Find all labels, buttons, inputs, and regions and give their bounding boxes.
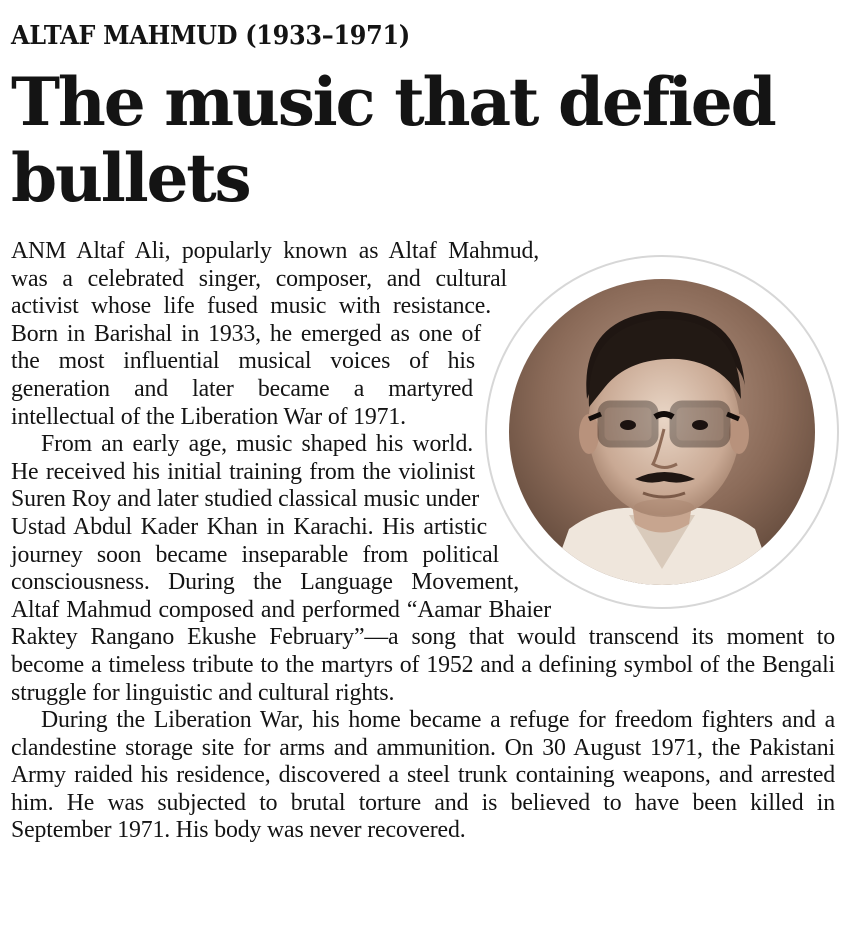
paragraph-1: ANM Altaf Ali, popularly known as Altaf Mahmud, was a celebrated singer, composer, and cultural activist whose life fused music with resistance. Born in Barishal in 1933, he emerged as one of the most influential musical voices of his generation and later became a martyred intellectual of the Liberation War of 1971. <box>11 238 539 430</box>
article-headline: The music that defied bullets <box>11 63 775 217</box>
article-kicker: ALTAF MAHMUD (1933–1971) <box>11 21 410 51</box>
portrait-photo <box>509 279 815 585</box>
paragraph-3: During the Liberation War, his home became a refuge for freedom fighters and a clandestine storage site for arms and ammunition. On 30 August 1971, the Pakistani Army raided his residence, discovered a steel trunk containing weapons, and arrested him. He was subjected to brutal torture and is believed to have been killed in September 1971. His body was never recovered. <box>11 707 835 844</box>
portrait-frame <box>485 255 839 609</box>
portrait-illustration <box>509 279 815 585</box>
paragraph-2: From an early age, music shaped his world. He received his initial training from the violinist Suren Roy and later studied classical music under Ustad Abdul Kader Khan in Karachi. His artistic journey soon became inseparable from political consciousness. During the Language Movement, Altaf Mahmud composed and performed “Aamar Bhaier Raktey Rangano Ekushe February”—a song that would transcend its moment to become a timeless tribute to the martyrs of 1952 and a defining symbol of the Bengali struggle for linguistic and cultural rights. <box>11 431 835 706</box>
